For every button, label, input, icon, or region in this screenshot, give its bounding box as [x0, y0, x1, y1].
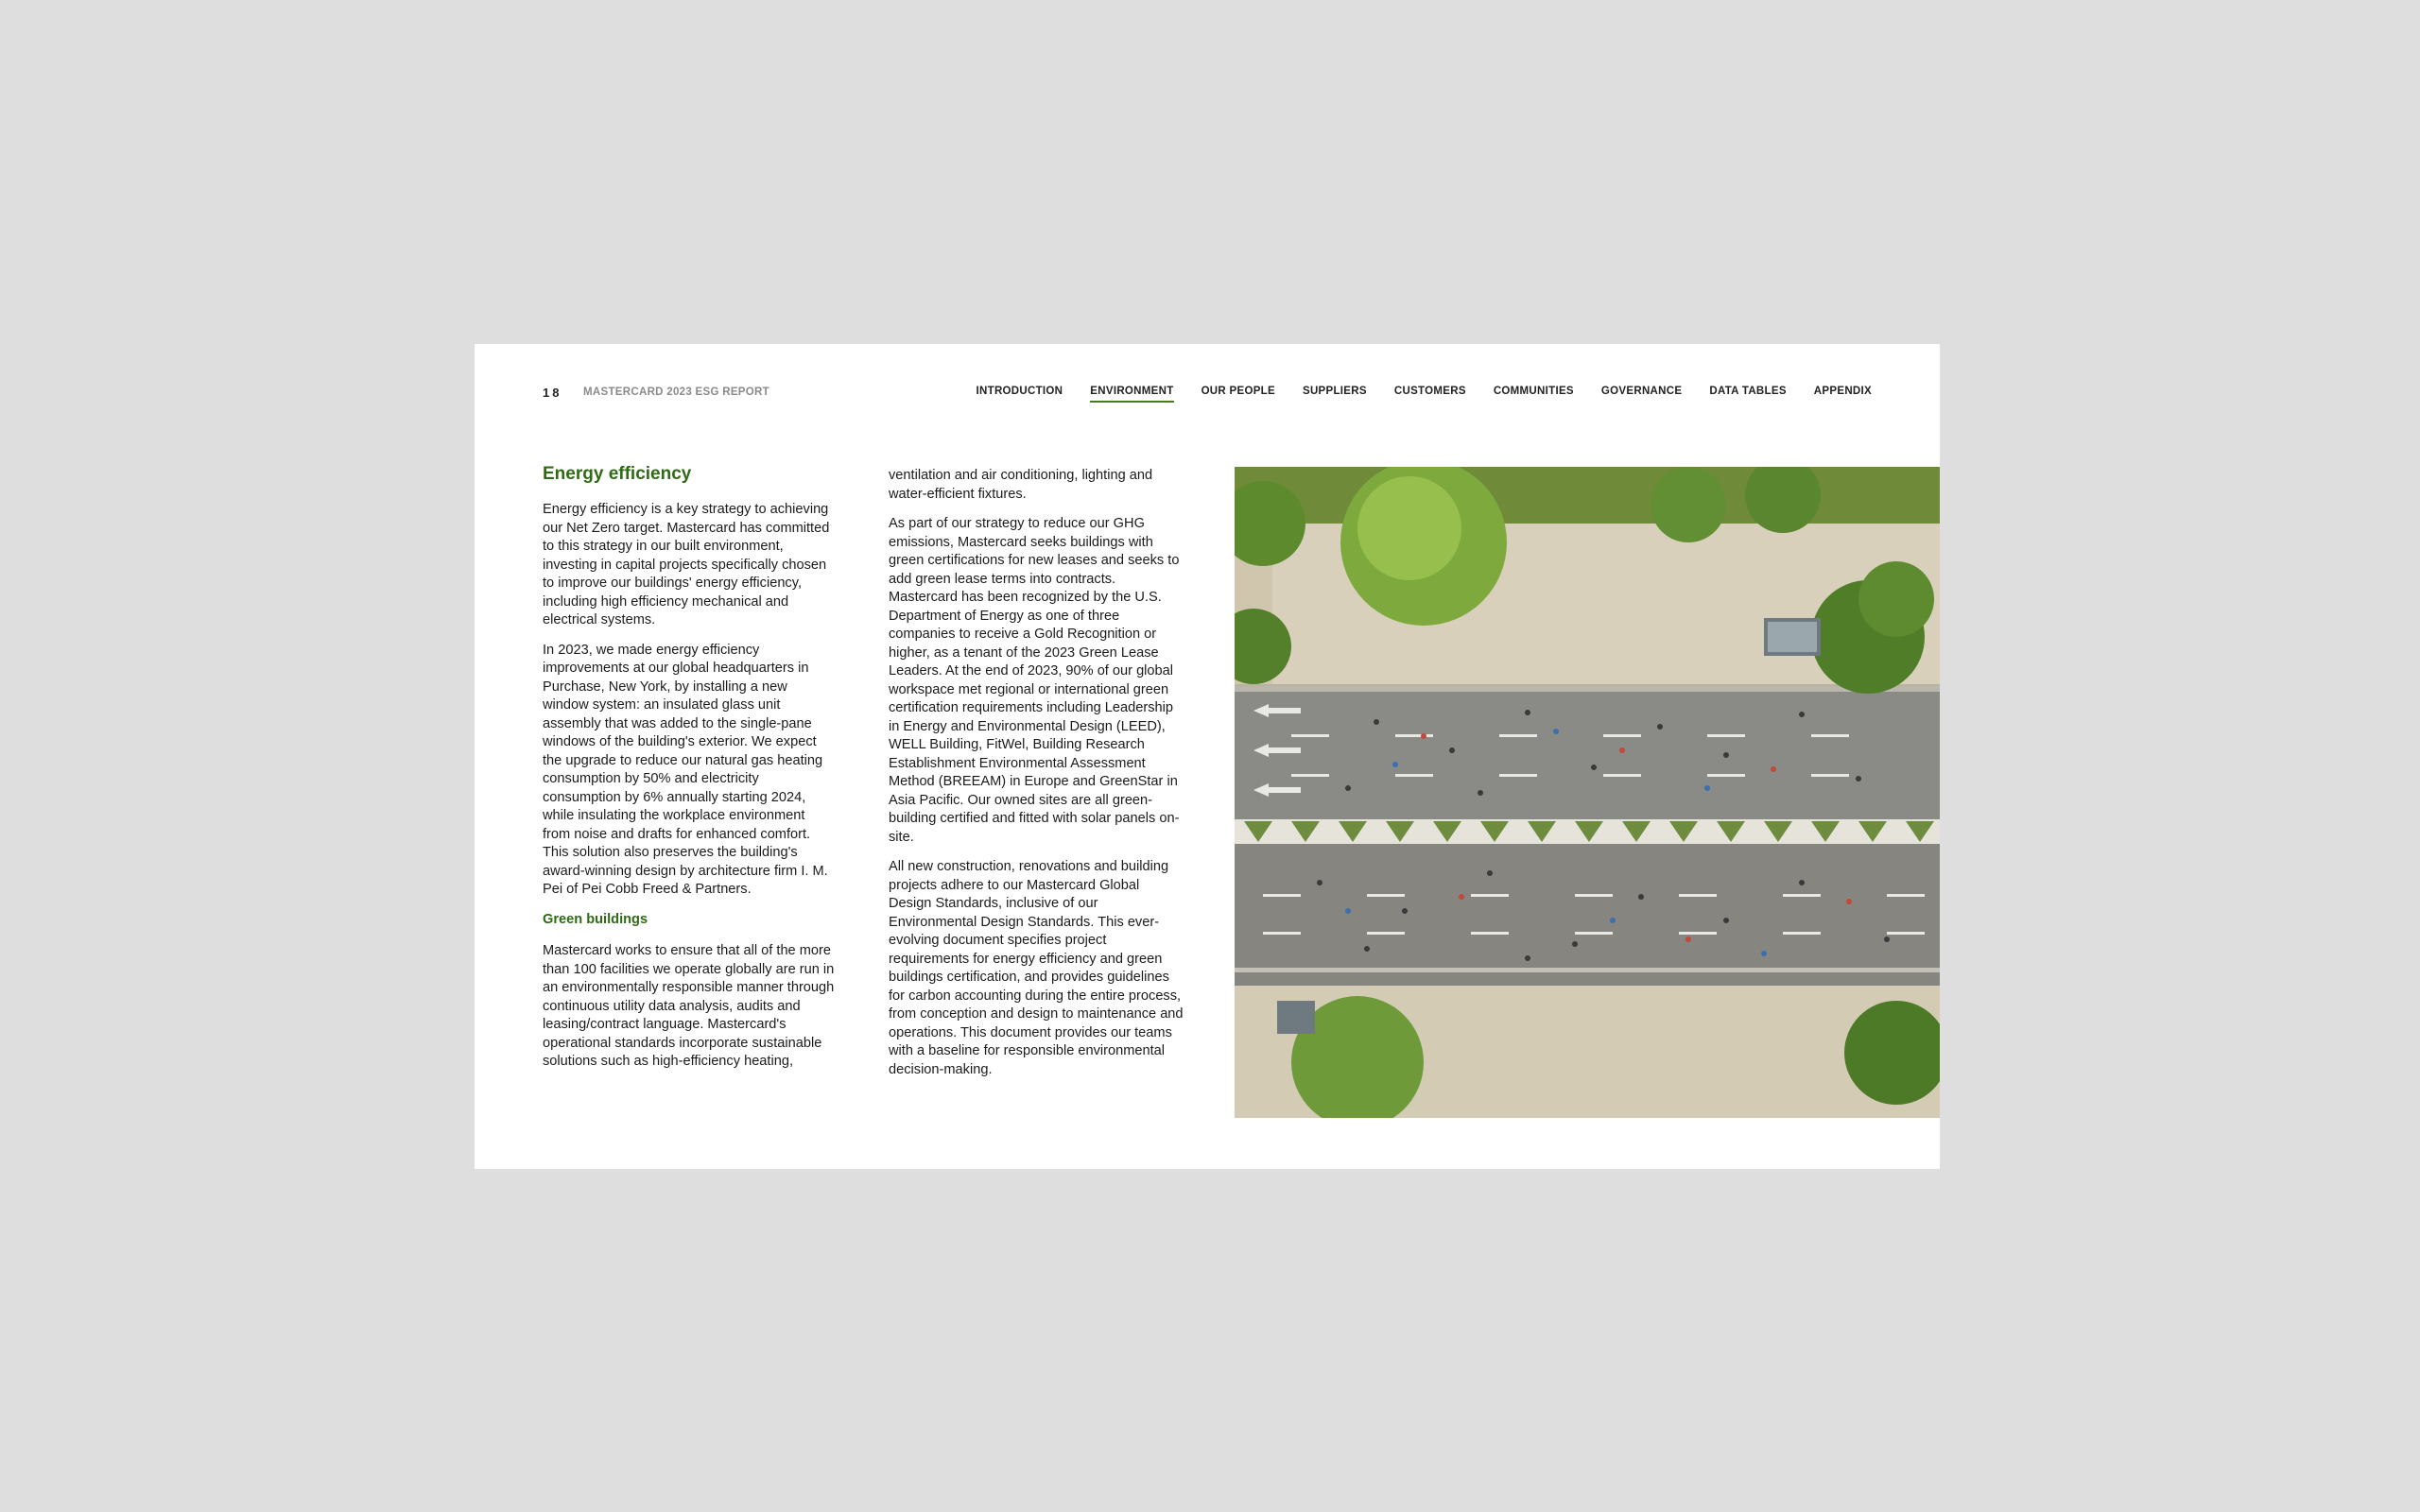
paragraph: ventilation and air conditioning, lighting and water-efficient fixtures. [889, 468, 1153, 502]
nav-environment[interactable]: ENVIRONMENT [1090, 386, 1173, 403]
paragraph: As part of our strategy to reduce our GHG emissions, Mastercard seeks buildings with green certifications for new leases and seeks to add green lease terms into contracts. Mastercard has been recognized by the U.S. Department of Energy as one of three companies to receive a Gold Recognition or higher, as a tenant of the 2023 Green Lease Leaders. At the end of 2023, 90% of our global workspace met regional or international green certification requirements including Leadership in Energy and Environmental Design (LEED), WELL Building, FitWel, Building Research Establishment Environmental Assessment Method (BREEAM) in Europe and GreenStar in Asia Pacific. Our owned sites are all green-building certified and fitted with solar panels on-site. [889, 516, 1180, 845]
aerial-street-photo [1235, 467, 1940, 1118]
nav-communities[interactable]: COMMUNITIES [1493, 386, 1574, 397]
report-title[interactable]: MASTERCARD 2023 ESG REPORT [583, 387, 769, 398]
page-number: 18 [543, 386, 562, 400]
paragraph: Energy efficiency is a key strategy to achieving our Net Zero target. Mastercard has committed to this strategy in our built environment, investing in capital projects specifically chosen to improve our buildings' energy efficiency, including high efficiency mechanical and electrical systems. [543, 502, 830, 627]
nav-governance[interactable]: GOVERNANCE [1600, 386, 1683, 397]
nav-data-tables[interactable]: DATA TABLES [1709, 386, 1787, 397]
top-nav [949, 386, 1872, 403]
nav-customers[interactable]: CUSTOMERS [1393, 386, 1466, 397]
nav-appendix[interactable]: APPENDIX [1813, 386, 1872, 397]
nav-our-people[interactable]: OUR PEOPLE [1201, 386, 1275, 397]
subheading: Green buildings [543, 911, 648, 927]
paragraph: All new construction, renovations and building projects adhere to our Mastercard Global Design Standards, inclusive of our Environmental Design Standards. This ever-evolving document specifies project requirements for energy efficiency and green buildings certification, and provides guidelines for carbon accounting during the entire process, from conception and design to maintenance and operations. This document provides our teams with a baseline for responsible environmental decision-making. [889, 859, 1184, 1077]
section-heading: Energy efficiency [543, 464, 692, 484]
text-column-middle [889, 467, 1184, 1091]
report-page [475, 344, 1940, 1169]
nav-introduction[interactable]: INTRODUCTION [976, 386, 1063, 397]
text-column-left [543, 463, 836, 1083]
nav-suppliers[interactable]: SUPPLIERS [1302, 386, 1367, 397]
page-header [543, 386, 1872, 410]
paragraph: Mastercard works to ensure that all of the more than 100 facilities we operate globally are run in an environmentally responsible manner through continuous utility data analysis, audits and leasing/contract language. Mastercard's operational standards incorporate sustainable solutions such as high-efficiency heating, [543, 943, 835, 1069]
paragraph: In 2023, we made energy efficiency improvements at our global headquarters in Purchase, New York, by installing a new window system: an insulated glass unit assembly that was added to the single-pane windows of the building's exterior. We expect the upgrade to reduce our natural gas heating consumption by 50% and electricity consumption by 6% annually starting 2024, while insulating the workplace environment from noise and drafts for enhanced comfort. This solution also preserves the building's award-winning design by architecture firm I. M. Pei of Pei Cobb Freed & Partners. [543, 642, 828, 897]
aerial-street-illustration [1235, 467, 1940, 1118]
